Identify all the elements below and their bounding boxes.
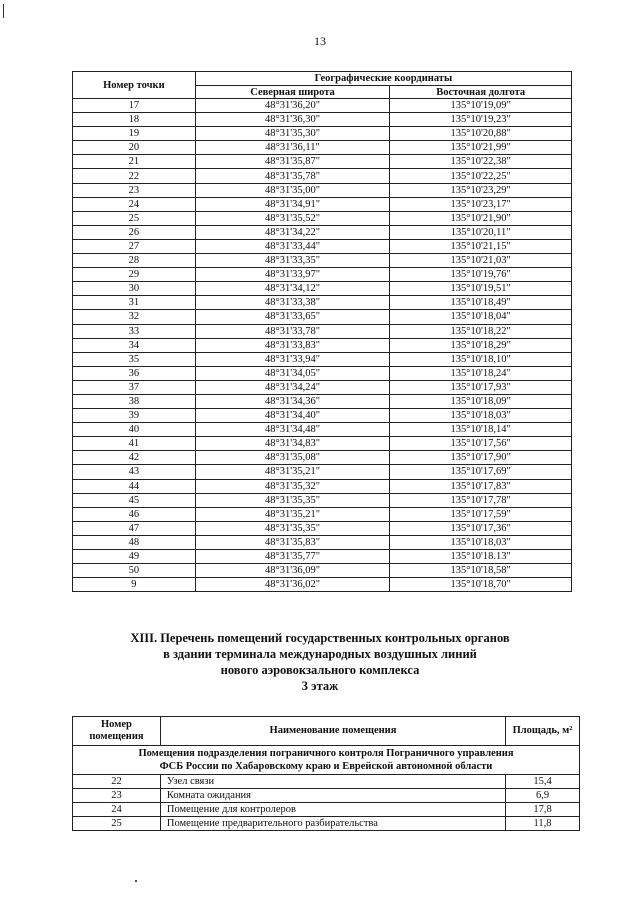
latitude-cell: 48°31'36,11" [195,141,390,155]
longitude-cell: 135°10'18,03" [390,409,572,423]
coordinates-table [72,71,572,592]
group-heading-line: ФСБ России по Хабаровскому краю и Еврейской автономной области [159,761,493,772]
table-row [73,564,572,578]
longitude-cell: 135°10'21,99" [390,141,572,155]
table-row [73,479,572,493]
room-number-cell: 24 [73,803,161,817]
room-name-cell: Помещение для контролеров [160,803,505,817]
point-number-cell: 47 [73,521,196,535]
section-title-line: нового аэровокзального комплекса [220,663,420,677]
longitude-cell: 135°10'21,15" [390,239,572,253]
longitude-cell: 135°10'20,88" [390,127,572,141]
longitude-cell: 135°10'18,58" [390,564,572,578]
room-number-cell: 25 [73,817,161,831]
table-row [73,338,572,352]
table-row [73,775,580,789]
point-number-cell: 27 [73,239,196,253]
table-row [73,578,572,592]
point-number-cell: 30 [73,282,196,296]
header-room-area: Площадь, м² [506,717,580,746]
latitude-cell: 48°31'34,12" [195,282,390,296]
table-row [73,99,572,113]
section-title-line: XIII. Перечень помещений государственных контрольных органов [130,631,510,645]
longitude-cell: 135°10'17,93" [390,380,572,394]
longitude-cell: 135°10'17,78" [390,493,572,507]
point-number-cell: 46 [73,507,196,521]
latitude-cell: 48°31'34,22" [195,225,390,239]
scan-speck [135,880,137,882]
room-area-cell: 15,4 [506,775,580,789]
point-number-cell: 43 [73,465,196,479]
point-number-cell: 41 [73,437,196,451]
table-row [73,550,572,564]
room-area-cell: 11,8 [506,817,580,831]
longitude-cell: 135°10'17,56" [390,437,572,451]
point-number-cell: 20 [73,141,196,155]
table-row [73,409,572,423]
longitude-cell: 135°10'17,83" [390,479,572,493]
longitude-cell: 135°10'18,09" [390,394,572,408]
longitude-cell: 135°10'19,51" [390,282,572,296]
latitude-cell: 48°31'35,00" [195,183,390,197]
table-row [73,352,572,366]
table-row [73,268,572,282]
table-row [73,437,572,451]
latitude-cell: 48°31'34,83" [195,437,390,451]
latitude-cell: 48°31'34,36" [195,394,390,408]
latitude-cell: 48°31'33,97" [195,268,390,282]
longitude-cell: 135°10'21,03" [390,254,572,268]
point-number-cell: 42 [73,451,196,465]
longitude-cell: 135°10'22,25" [390,169,572,183]
longitude-cell: 135°10'17,36" [390,521,572,535]
longitude-cell: 135°10'18,70" [390,578,572,592]
room-name-cell: Комната ожидания [160,789,505,803]
page-number: 13 [314,34,326,48]
longitude-cell: 135°10'18,10" [390,352,572,366]
latitude-cell: 48°31'34,40" [195,409,390,423]
latitude-cell: 48°31'35,35" [195,521,390,535]
latitude-cell: 48°31'35,78" [195,169,390,183]
longitude-cell: 135°10'23,29" [390,183,572,197]
header-room-number [73,717,161,746]
point-number-cell: 21 [73,155,196,169]
section-title-line: в здании терминала международных воздушных линий [163,647,477,661]
table-row [73,113,572,127]
longitude-cell: 135°10'18,22" [390,324,572,338]
latitude-cell: 48°31'35,08" [195,451,390,465]
longitude-cell: 135°10'18,04" [390,310,572,324]
longitude-cell: 135°10'19,23" [390,113,572,127]
latitude-cell: 48°31'33,65" [195,310,390,324]
latitude-cell: 48°31'35,87" [195,155,390,169]
table-row [73,127,572,141]
table-row [73,141,572,155]
point-number-cell: 38 [73,394,196,408]
point-number-cell: 34 [73,338,196,352]
latitude-cell: 48°31'34,05" [195,366,390,380]
point-number-cell: 36 [73,366,196,380]
table-row [73,296,572,310]
latitude-cell: 48°31'35,77" [195,550,390,564]
latitude-cell: 48°31'34,24" [195,380,390,394]
group-heading-line: Помещения подразделения пограничного контроля Пограничного управления [138,748,514,759]
table-row [73,282,572,296]
room-name-cell: Узел связи [160,775,505,789]
longitude-cell: 135°10'22,38" [390,155,572,169]
header-room-number-line: помещения [89,731,144,742]
point-number-cell: 48 [73,535,196,549]
table-row [73,423,572,437]
latitude-cell: 48°31'35,52" [195,211,390,225]
point-number-cell: 24 [73,197,196,211]
table-row [73,535,572,549]
point-number-cell: 49 [73,550,196,564]
point-number-cell: 33 [73,324,196,338]
latitude-cell: 48°31'34,48" [195,423,390,437]
point-number-cell: 23 [73,183,196,197]
point-number-cell: 50 [73,564,196,578]
header-east-longitude: Восточная долгота [390,86,572,99]
group-row [73,746,580,775]
table-row [73,169,572,183]
latitude-cell: 48°31'33,38" [195,296,390,310]
longitude-cell: 135°10'18,14" [390,423,572,437]
longitude-cell: 135°10'23,17" [390,197,572,211]
table-row [73,817,580,831]
point-number-cell: 17 [73,99,196,113]
point-number-cell: 26 [73,225,196,239]
header-point-number: Номер точки [73,72,196,99]
longitude-cell: 135°10'19,09" [390,99,572,113]
table-row [73,789,580,803]
latitude-cell: 48°31'33,83" [195,338,390,352]
margin-mark [3,4,4,18]
point-number-cell: 25 [73,211,196,225]
room-number-cell: 22 [73,775,161,789]
table-row [73,155,572,169]
point-number-cell: 39 [73,409,196,423]
point-number-cell: 44 [73,479,196,493]
table-row [73,183,572,197]
rooms-table [72,716,580,831]
point-number-cell: 9 [73,578,196,592]
header-room-name: Наименование помещения [160,717,505,746]
section-title [0,630,640,694]
table-row [73,239,572,253]
point-number-cell: 22 [73,169,196,183]
longitude-cell: 135°10'20,11" [390,225,572,239]
point-number-cell: 37 [73,380,196,394]
table-row [73,507,572,521]
table-row [73,366,572,380]
latitude-cell: 48°31'35,35" [195,493,390,507]
rooms-table-body [73,746,580,831]
longitude-cell: 135°10'18.13" [390,550,572,564]
point-number-cell: 18 [73,113,196,127]
latitude-cell: 48°31'35,83" [195,535,390,549]
table-row [73,197,572,211]
latitude-cell: 48°31'33,78" [195,324,390,338]
table-row [73,394,572,408]
latitude-cell: 48°31'36,20" [195,99,390,113]
floor-label: 3 этаж [301,679,339,693]
latitude-cell: 48°31'34,91" [195,197,390,211]
table-row [73,493,572,507]
longitude-cell: 135°10'18,49" [390,296,572,310]
point-number-cell: 31 [73,296,196,310]
table-row [73,803,580,817]
point-number-cell: 45 [73,493,196,507]
table-row [73,324,572,338]
point-number-cell: 35 [73,352,196,366]
latitude-cell: 48°31'36,30" [195,113,390,127]
longitude-cell: 135°10'19,76" [390,268,572,282]
point-number-cell: 29 [73,268,196,282]
latitude-cell: 48°31'35,21" [195,507,390,521]
latitude-cell: 48°31'35,21" [195,465,390,479]
header-room-number-line: Номер [101,719,132,730]
table-row [73,380,572,394]
longitude-cell: 135°10'18,03" [390,535,572,549]
longitude-cell: 135°10'18,29" [390,338,572,352]
header-geo-coordinates: Географические координаты [195,72,571,86]
table-row [73,451,572,465]
table-row [73,254,572,268]
table-row [73,225,572,239]
room-area-cell: 17,8 [506,803,580,817]
room-number-cell: 23 [73,789,161,803]
point-number-cell: 40 [73,423,196,437]
point-number-cell: 32 [73,310,196,324]
table-row [73,465,572,479]
longitude-cell: 135°10'17,90" [390,451,572,465]
longitude-cell: 135°10'17,59" [390,507,572,521]
latitude-cell: 48°31'33,35" [195,254,390,268]
table-row [73,521,572,535]
latitude-cell: 48°31'33,94" [195,352,390,366]
room-name-cell: Помещение предварительного разбирательства [160,817,505,831]
latitude-cell: 48°31'36,09" [195,564,390,578]
table-row [73,211,572,225]
latitude-cell: 48°31'33,44" [195,239,390,253]
coordinates-table-body [73,99,572,592]
point-number-cell: 19 [73,127,196,141]
table-row [73,310,572,324]
longitude-cell: 135°10'21,90" [390,211,572,225]
group-heading [73,746,580,775]
header-north-latitude: Северная широта [195,86,390,99]
room-area-cell: 6,9 [506,789,580,803]
longitude-cell: 135°10'18,24" [390,366,572,380]
latitude-cell: 48°31'36,02" [195,578,390,592]
longitude-cell: 135°10'17,69" [390,465,572,479]
point-number-cell: 28 [73,254,196,268]
latitude-cell: 48°31'35,32" [195,479,390,493]
latitude-cell: 48°31'35,30" [195,127,390,141]
